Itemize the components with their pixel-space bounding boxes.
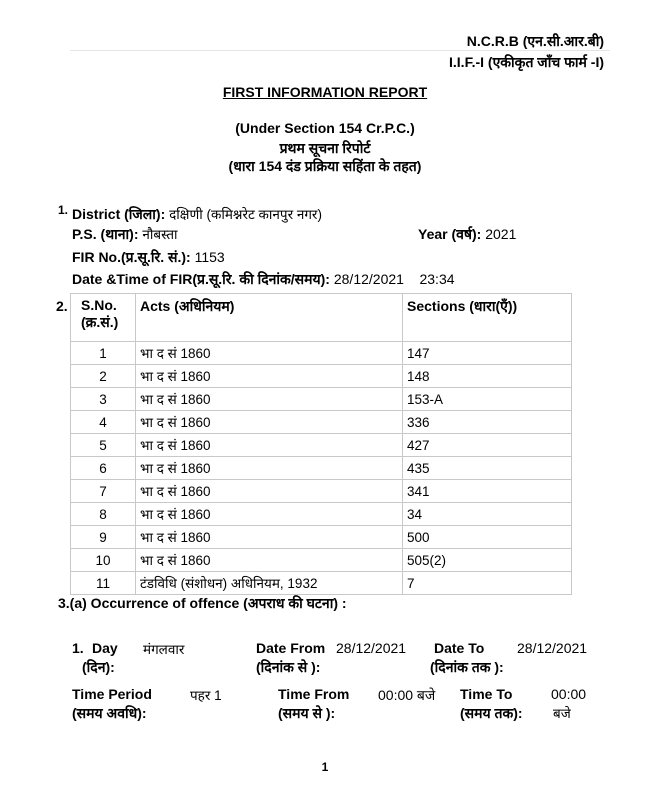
time-to-label: Time To bbox=[460, 686, 513, 702]
row-act: भा द सं 1860 bbox=[136, 457, 403, 480]
row-act: भा द सं 1860 bbox=[136, 526, 403, 549]
date-to-label: Date To bbox=[434, 640, 485, 656]
table-row bbox=[71, 434, 572, 457]
table-row bbox=[71, 457, 572, 480]
col-sno-header bbox=[71, 294, 136, 342]
row-section: 435 bbox=[403, 457, 572, 480]
ps-label: P.S. (थाना): bbox=[72, 226, 139, 242]
row-act: भा द सं 1860 bbox=[136, 480, 403, 503]
row-act: भा द सं 1860 bbox=[136, 434, 403, 457]
fir-datetime-value: 28/12/2021 23:34 bbox=[333, 271, 455, 287]
section2-number: 2. bbox=[56, 298, 68, 314]
ps-value: नौबस्ता bbox=[142, 227, 178, 242]
col-sections-header: Sections (धारा(एँ)) bbox=[403, 294, 572, 342]
day-label: Day bbox=[92, 640, 118, 656]
row-sno: 6 bbox=[71, 457, 136, 480]
time-period-label: Time Period bbox=[72, 686, 152, 702]
table-row bbox=[71, 549, 572, 572]
ps-row bbox=[72, 225, 178, 244]
row-sno: 4 bbox=[71, 411, 136, 434]
row-sno: 8 bbox=[71, 503, 136, 526]
fir-no-label: FIR No.(प्र.सू.रि. सं.): bbox=[72, 249, 191, 265]
table-row bbox=[71, 572, 572, 595]
table-row bbox=[71, 365, 572, 388]
table-row bbox=[71, 388, 572, 411]
section3-heading: 3.(a) Occurrence of offence (अपराध की घटना) : bbox=[58, 595, 347, 611]
date-to-value: 28/12/2021 bbox=[517, 640, 588, 656]
table-row bbox=[71, 342, 572, 365]
fir-no-value: 1153 bbox=[194, 249, 225, 265]
district-row bbox=[72, 205, 322, 224]
table-header-row bbox=[71, 294, 572, 342]
fir-datetime-row bbox=[72, 270, 455, 289]
row-section: 500 bbox=[403, 526, 572, 549]
row-sno: 3 bbox=[71, 388, 136, 411]
section3-item-number: 1. bbox=[72, 640, 84, 656]
subtitle-line3: (धारा 154 दंड प्रक्रिया सहिंता के तहत) bbox=[228, 158, 422, 174]
row-act: भा द सं 1860 bbox=[136, 411, 403, 434]
year-label: Year (वर्ष): bbox=[418, 226, 482, 242]
time-from-value: 00:00 बजे bbox=[378, 687, 436, 703]
time-period-label-hi: (समय अवधि): bbox=[72, 705, 147, 721]
page-number: 1 bbox=[321, 760, 329, 774]
fir-datetime-label: Date &Time of FIR(प्र.सू.रि. की दिनांक/समय): bbox=[72, 271, 330, 287]
col-acts-header: Acts (अधिनियम) bbox=[136, 294, 403, 342]
table-row bbox=[71, 480, 572, 503]
iif-label: I.I.F.-I (एकीकृत जाँच फार्म -I) bbox=[449, 54, 604, 70]
section1-number: 1. bbox=[58, 203, 69, 217]
year-value: 2021 bbox=[485, 226, 517, 242]
table-row bbox=[71, 526, 572, 549]
row-act: भा द सं 1860 bbox=[136, 388, 403, 411]
row-act: टंडविधि (संशोधन) अधिनियम, 1932 bbox=[136, 572, 403, 595]
row-section: 34 bbox=[403, 503, 572, 526]
time-to-label-hi: (समय तक): bbox=[460, 705, 523, 721]
row-sno: 2 bbox=[71, 365, 136, 388]
acts-sections-table bbox=[70, 293, 572, 595]
time-period-value: पहर 1 bbox=[190, 688, 222, 703]
district-label: District (जिला): bbox=[72, 206, 166, 222]
subtitle-line2: प्रथम सूचना रिपोर्ट bbox=[279, 140, 371, 156]
subtitle-line1: (Under Section 154 Cr.P.C.) bbox=[235, 120, 415, 136]
day-value: मंगलवार bbox=[143, 642, 185, 657]
row-section: 427 bbox=[403, 434, 572, 457]
date-from-label-hi: (दिनांक से ): bbox=[256, 659, 321, 675]
row-sno: 1 bbox=[71, 342, 136, 365]
row-sno: 7 bbox=[71, 480, 136, 503]
report-title-text: FIRST INFORMATION REPORT bbox=[222, 84, 428, 100]
table-row bbox=[71, 503, 572, 526]
year-row bbox=[418, 225, 516, 244]
time-to-value-unit: बजे bbox=[553, 706, 571, 721]
date-from-value: 28/12/2021 bbox=[336, 640, 407, 656]
col-sno-label-hi: (क्र.सं.) bbox=[81, 314, 119, 330]
time-from-label-hi: (समय से ): bbox=[278, 705, 336, 721]
row-sno: 10 bbox=[71, 549, 136, 572]
row-act: भा द सं 1860 bbox=[136, 549, 403, 572]
row-section: 147 bbox=[403, 342, 572, 365]
row-act: भा द सं 1860 bbox=[136, 365, 403, 388]
fir-no-row bbox=[72, 248, 225, 267]
time-from-label: Time From bbox=[278, 686, 350, 702]
ncrb-label: N.C.R.B (एन.सी.आर.बी) bbox=[466, 33, 604, 49]
row-section: 336 bbox=[403, 411, 572, 434]
col-sno-label: S.No. bbox=[81, 297, 117, 313]
day-label-hi: (दिन): bbox=[82, 659, 115, 675]
date-from-label: Date From bbox=[256, 640, 326, 656]
row-act: भा द सं 1860 bbox=[136, 503, 403, 526]
row-sno: 9 bbox=[71, 526, 136, 549]
row-sno: 11 bbox=[71, 572, 136, 595]
date-to-label-hi: (दिनांक तक ): bbox=[430, 659, 504, 675]
row-section: 341 bbox=[403, 480, 572, 503]
row-act: भा द सं 1860 bbox=[136, 342, 403, 365]
district-value: दक्षिणी (कमिश्नरेट कानपुर नगर) bbox=[169, 207, 322, 222]
row-section: 505(2) bbox=[403, 549, 572, 572]
row-sno: 5 bbox=[71, 434, 136, 457]
row-section: 153-A bbox=[403, 388, 572, 411]
time-to-value: 00:00 bbox=[551, 686, 587, 702]
report-title bbox=[0, 84, 650, 100]
row-section: 148 bbox=[403, 365, 572, 388]
table-row bbox=[71, 411, 572, 434]
row-section: 7 bbox=[403, 572, 572, 595]
